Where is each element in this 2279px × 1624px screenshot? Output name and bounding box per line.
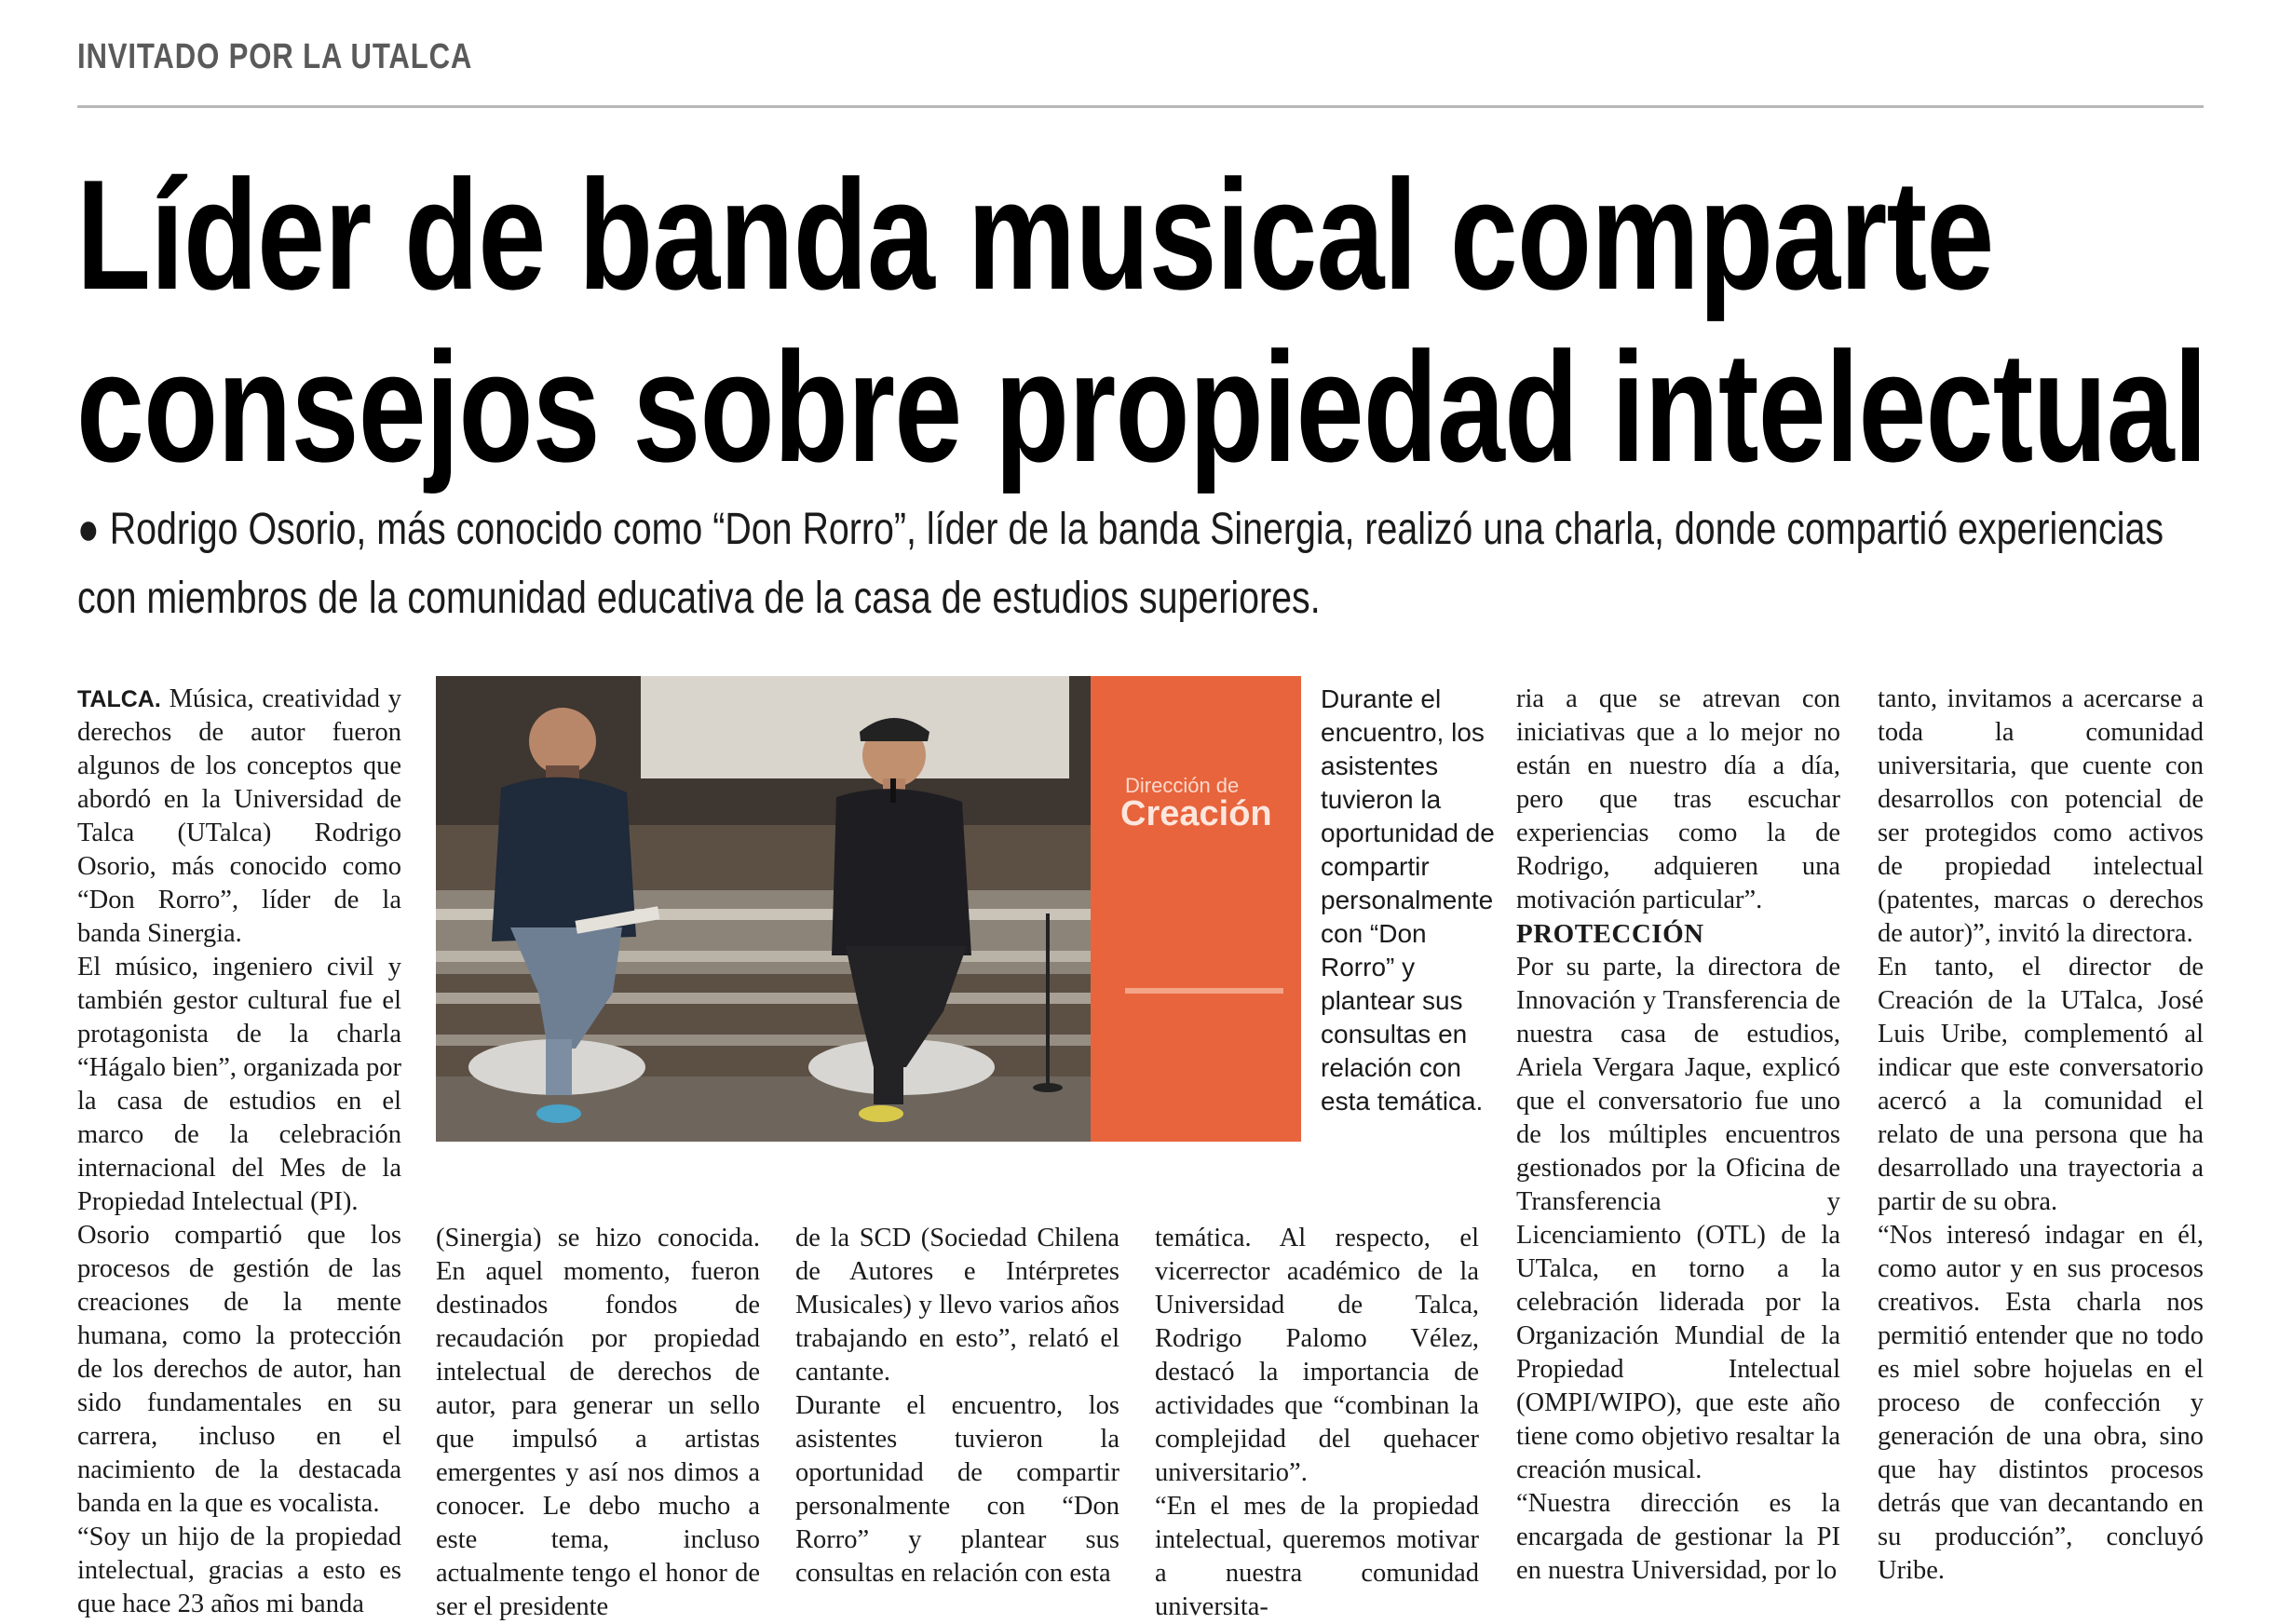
article-column-4	[1155, 1222, 1479, 1621]
paragraph: tanto, invitamos a acercarse a toda la comunidad universitaria, que cuente con desarrollos con potencial de ser protegidos como activos de propiedad intelectual (patentes, marcas o derechos de autor)”, invitó la directora.	[1878, 684, 2204, 948]
paragraph: Música, creatividad y derechos de autor fueron algunos de los conceptos que abordó en la Universidad de Talca (UTalca) Rodrigo Osorio, más conocido como “Don Rorro”, líder de la banda Sinergia.	[77, 684, 401, 948]
headline-line-2: consejos sobre propiedad intelectual	[76, 319, 2207, 494]
headline	[76, 149, 2207, 494]
paragraph: “En el mes de la propiedad intelectual, queremos motivar a nuestra comunidad universita-	[1155, 1492, 1479, 1621]
section-label: INVITADO POR LA UTALCA	[77, 37, 473, 76]
paragraph: temática. Al respecto, el vicerrector académico de la Universidad de Talca, Rodrigo Palomo Vélez, destacó la importancia de actividades que “combinan la complejidad del quehacer universitario”.	[1155, 1224, 1479, 1487]
bullet-icon: ●	[77, 505, 110, 554]
paragraph: “Nuestra dirección es la encargada de gestionar la PI en nuestra Universidad, por lo	[1516, 1489, 1840, 1585]
article-column-3	[795, 1222, 1119, 1588]
article-column-5	[1516, 683, 1840, 1585]
article-column-2	[436, 1222, 760, 1621]
dateline: TALCA.	[77, 686, 161, 712]
paragraph: Por su parte, la directora de Innovación y Transferencia de nuestra casa de estudios, Ariela Vergara Jaque, explicó que el conversatorio fue uno de los múltiples encuentros gestionados por la Oficina de Transferencia y Licenciamiento (OTL) de la UTalca, en torno a la celebración liderada por la Organización Mundial de la Propiedad Intelectual (OMPI/WIPO), que este año tiene como objetivo resaltar la creación musical.	[1516, 953, 1840, 1484]
paragraph: Durante el encuentro, los asistentes tuvieron la oportunidad de compartir personalmente con “Don Rorro” y plantear sus consultas en relación con esta	[795, 1391, 1119, 1588]
headline-line-1: Líder de banda musical comparte	[76, 147, 1994, 322]
paragraph: Osorio compartió que los procesos de gestión de las creaciones de la mente humana, como la protección de los derechos de autor, han sido fundamentales en su carrera, incluso en el nacimiento de la destacada banda en la que es vocalista.	[77, 1221, 401, 1518]
article-column-1	[77, 683, 401, 1618]
paragraph: En tanto, el director de Creación de la UTalca, José Luis Uribe, complementó al indicar que este conversatorio acercó a la comunidad el relato de una persona que ha desarrollado una trayectoria a partir de su obra.	[1878, 953, 2204, 1216]
article-column-6	[1878, 683, 2204, 1585]
event-photo	[436, 676, 1301, 1142]
banner-small-text: Dirección de	[1125, 774, 1240, 797]
deck-text: Rodrigo Osorio, más conocido como “Don Rorro”, líder de la banda Sinergia, realizó una charla, donde compartió experiencias con miembros de la comunidad educativa de la casa de estudios superiores.	[77, 505, 2164, 623]
paragraph: ria a que se atrevan con iniciativas que a lo mejor no están en nuestro día a día, pero que tras escuchar experiencias como la de Rodrigo, adquieren una motivación particular”.	[1516, 684, 1840, 914]
section-subhead: PROTECCIÓN	[1516, 919, 1704, 949]
paragraph: El músico, ingeniero civil y también gestor cultural fue el protagonista de la charla “Hágalo bien”, organizada por la casa de estudios en el marco de la celebración internacional del Mes de la Propiedad Intelectual (PI).	[77, 953, 401, 1216]
paragraph: de la SCD (Sociedad Chilena de Autores e Intérpretes Musicales) y llevo varios años trabajando en esto”, relató el cantante.	[795, 1224, 1119, 1387]
photo-caption: Durante el encuentro, los asistentes tuvieron la oportunidad de compartir personalmente con “Don Rorro” y plantear sus consultas en relación con esta temática.	[1321, 684, 1495, 1116]
header-divider	[77, 105, 2204, 108]
banner-large-text: Creación	[1120, 794, 1272, 833]
paragraph: “Nos interesó indagar en él, como autor y en sus procesos creativos. Esta charla nos permitió entender que no todo es miel sobre hojuelas en el proceso de confección y generación de una obra, sino que hay distintos procesos detrás que van decantando en su producción”, concluyó Uribe.	[1878, 1221, 2204, 1585]
paragraph: (Sinergia) se hizo conocida. En aquel momento, fueron destinados fondos de recaudación por propiedad intelectual de derechos de autor, para generar un sello que impulsó a artistas emergentes y así nos dimos a conocer. Le debo mucho a este tema, incluso actualmente tengo el honor de ser el presidente	[436, 1224, 760, 1621]
deck	[77, 495, 2208, 633]
paragraph: “Soy un hijo de la propiedad intelectual, gracias a esto es que hace 23 años mi banda	[77, 1522, 401, 1618]
